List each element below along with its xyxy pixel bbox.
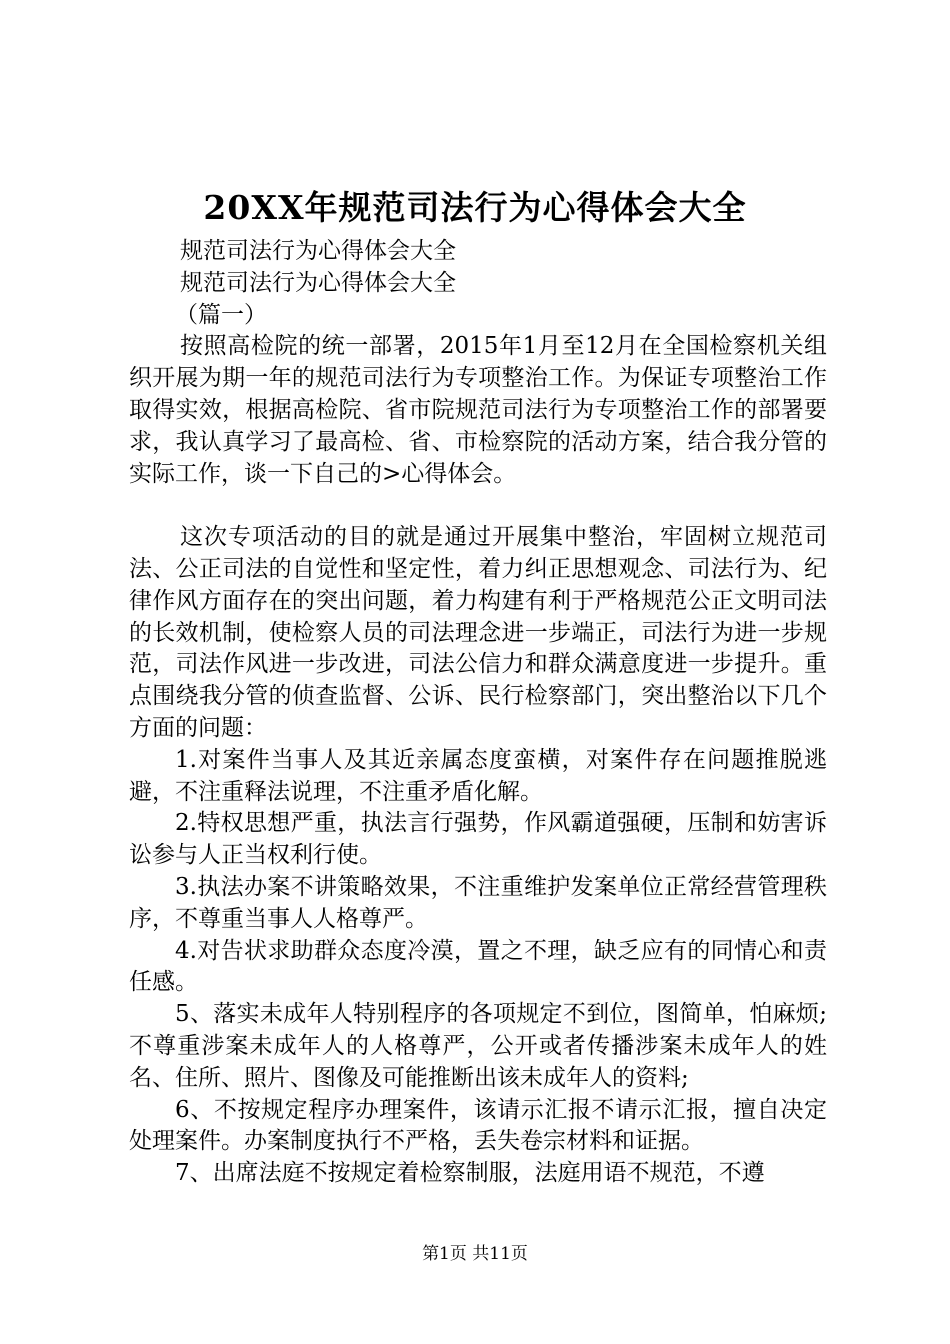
document-title: 20XX年规范司法行为心得体会大全 xyxy=(203,188,747,227)
paragraph: 这次专项活动的目的就是通过开展集中整治，牢固树立规范司法、公正司法的自觉性和坚定性，着力纠正思想观念、司法行为、纪律作风方面存在的突出问题，着力构建有利于严格规范公正文明司法的长效机制，使检察人员的司法理念进一步端正，司法行为进一步规范，司法作风进一步改进，司法公信力和群众满意度进一步提升。重点围绕我分管的侦查监督、公诉、民行检察部门，突出整治以下几个方面的问题： xyxy=(129,524,827,741)
list-item: 6、不按规定程序办理案件，该请示汇报不请示汇报，擅自决定处理案件。办案制度执行不严格，丢失卷宗材料和证据。 xyxy=(129,1096,827,1155)
list-item: 5、落实未成年人特别程序的各项规定不到位，图简单，怕麻烦;不尊重涉案未成年人的人格尊严，公开或者传播涉案未成年人的姓名、住所、照片、图像及可能推断出该未成年人的资料; xyxy=(129,1001,827,1091)
list-item: 1.对案件当事人及其近亲属态度蛮横，对案件存在问题推脱逃避，不注重释法说理，不注重矛盾化解。 xyxy=(129,746,827,805)
list-item: 3.执法办案不讲策略效果，不注重维护发案单位正常经营管理秩序，不尊重当事人人格尊严。 xyxy=(129,873,827,932)
list-item: 4.对告状求助群众态度冷漠，置之不理，缺乏应有的同情心和责任感。 xyxy=(129,937,827,996)
list-item: 7、出席法庭不按规定着检察制服，法庭用语不规范，不遵 xyxy=(175,1160,765,1187)
list-item: 2.特权思想严重，执法言行强势，作风霸道强硬，压制和妨害诉讼参与人正当权利行使。 xyxy=(129,810,827,869)
paragraph-gap xyxy=(129,490,827,522)
page-footer: 第1页 共11页 xyxy=(422,1244,528,1264)
paragraph: 按照高检院的统一部署，2015年1月至12月在全国检察机关组织开展为期一年的规范司法行为专项整治工作。为保证专项整治工作取得实效，根据高检院、省市院规范司法行为专项整治工作的部署要求，我认真学习了最高检、省、市检察院的活动方案，结合我分管的实际工作，谈一下自己的>心得体会。 xyxy=(129,333,827,487)
subtitle-line: 规范司法行为心得体会大全 xyxy=(180,238,456,264)
section-label: （篇一） xyxy=(175,301,267,328)
document-body xyxy=(129,236,827,1190)
subtitle-line: 规范司法行为心得体会大全 xyxy=(180,269,456,296)
